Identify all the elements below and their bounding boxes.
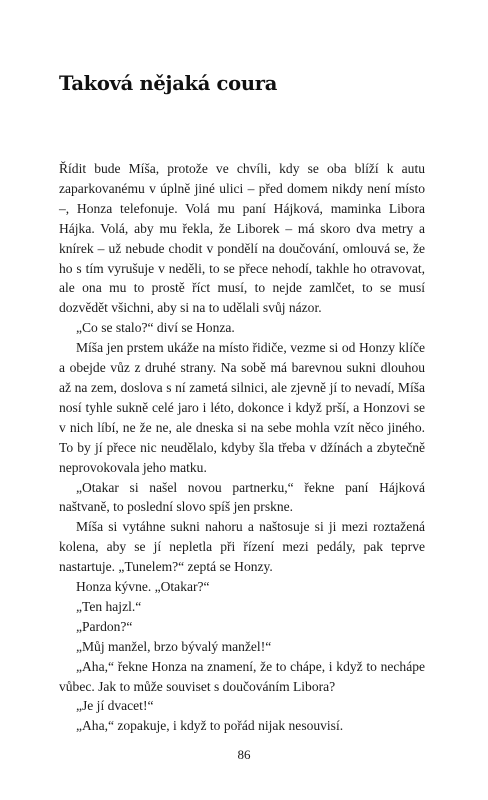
paragraph: „Aha,“ řekne Honza na znamení, že to chápe, i když to nechápe vůbec. Jak to může souviset s doučováním Libora?: [59, 658, 425, 694]
paragraph: „Je jí dvacet!“: [76, 698, 154, 714]
chapter-title: Taková nějaká coura: [59, 72, 278, 95]
body-text: [59, 159, 425, 736]
paragraph: „Ten hajzl.“: [76, 598, 142, 614]
paragraph: Míša si vytáhne sukni nahoru a naštosuje si ji mezi roztažená kolena, aby se jí nepletla při řízení mezi pedály, pak teprve nastartuje. „Tunelem?“ zeptá se Honzy.: [59, 519, 425, 575]
paragraph: „Co se stalo?“ diví se Honza.: [76, 320, 235, 336]
page-number: 86: [237, 747, 251, 762]
paragraph: „Pardon?“: [76, 618, 133, 634]
paragraph: „Otakar si našel novou partnerku,“ řekne paní Hájková naštvaně, to poslední slovo spíš jen prskne.: [59, 479, 425, 515]
paragraph: „Aha,“ zopakuje, i když to pořád nijak nesouvisí.: [76, 718, 344, 734]
paragraph: Honza kývne. „Otakar?“: [76, 579, 210, 595]
paragraph: Míša jen prstem ukáže na místo řidiče, vezme si od Honzy klíče a obejde vůz z druhé strany. Na sobě má barevnou sukni dlouhou až na zem, doslova s ní zametá silnici, ale zjevně jí to nevadí, Míša nosí tyhle sukně celé jaro i léto, dokonce i když prší, a Honzovi se v nich líbí, ne že ne, ale dneska si na sebe mohla vzít něco jiného. To by jí přece nic neudělalo, kdyby šla třeba v džínách a zbytečně neprovokovala jeho matku.: [59, 340, 425, 475]
paragraph: „Můj manžel, brzo bývalý manžel!“: [76, 638, 272, 654]
paragraph: Řídit bude Míša, protože ve chvíli, kdy se oba blíží k autu zaparkovanému v úplně jiné ulici – před domem nikdy není místo –, Honza telefonuje. Volá mu paní Hájková, maminka Libora Hájka. Volá, aby mu řekla, že Liborek – má skoro dva metry a knírek – už nebude chodit v pondělí na doučování, omlouvá se, že ho s tím vyrušuje v neděli, to se přece nehodí, takhle ho otravovat, ale ona mu to prostě říct musí, to nejde zamlčet, to se musí dozvědět všichni, aby si na to udělali svůj názor.: [59, 161, 425, 316]
